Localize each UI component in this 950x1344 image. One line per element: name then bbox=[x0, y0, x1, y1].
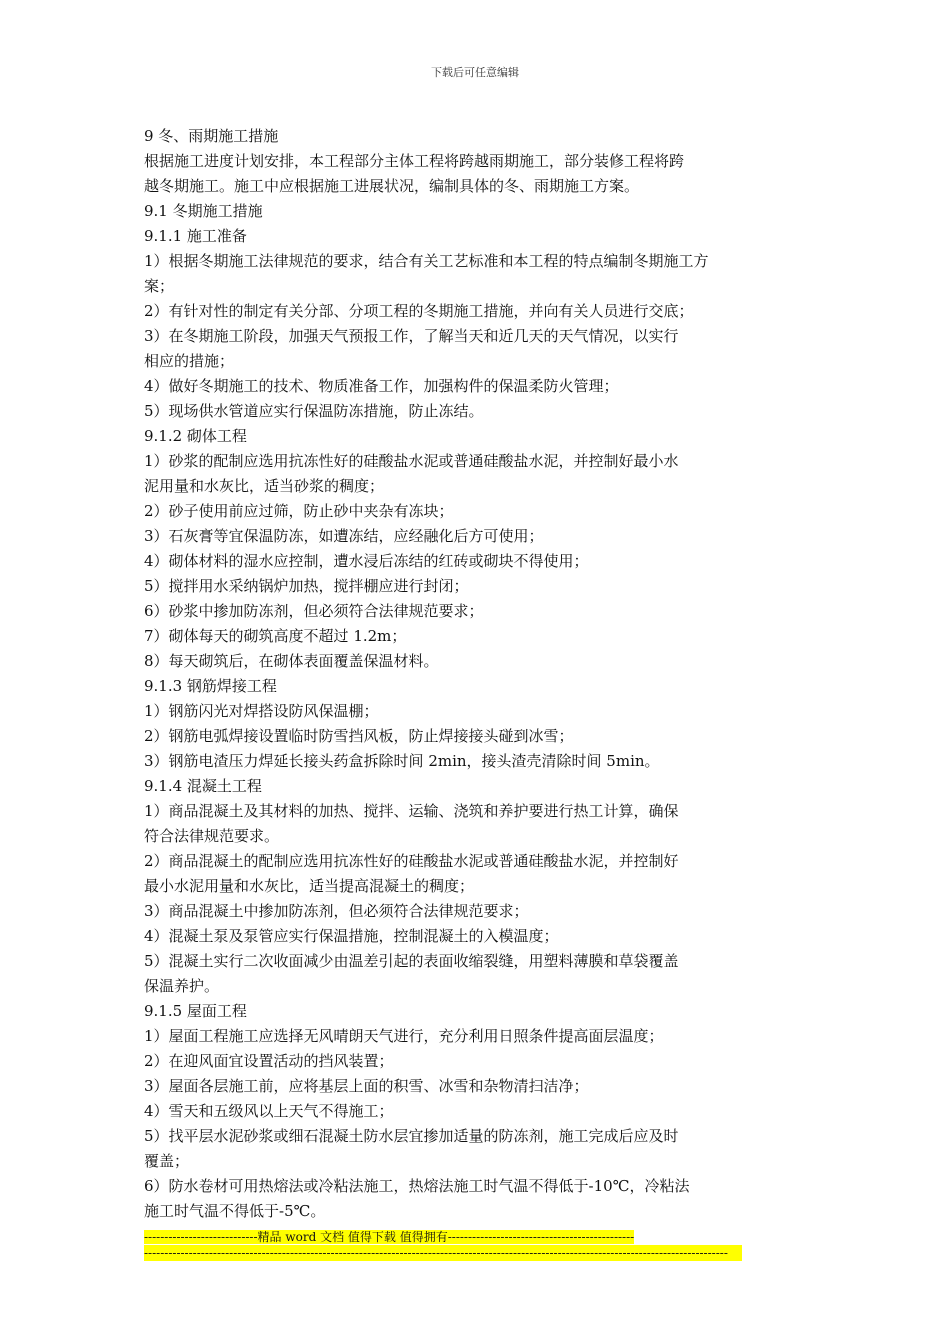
list-item-continuation: 相应的措施； bbox=[144, 352, 235, 370]
list-item: 1）根据冬期施工法律规范的要求，结合有关工艺标准和本工程的特点编制冬期施工方 bbox=[144, 252, 709, 270]
document-body bbox=[144, 124, 784, 1224]
list-item: 1）钢筋闪光对焊搭设防风保温棚； bbox=[144, 702, 379, 720]
list-item: 5）搅拌用水采纳锅炉加热，搅拌棚应进行封闭； bbox=[144, 577, 469, 595]
list-item: 3）石灰膏等宜保温防冻，如遭冻结，应经融化后方可使用； bbox=[144, 527, 544, 545]
list-item: 5）混凝土实行二次收面减少由温差引起的表面收缩裂缝，用塑料薄膜和草袋覆盖 bbox=[144, 952, 679, 970]
section-heading: 9.1 冬期施工措施 bbox=[144, 202, 263, 220]
list-item: 2）钢筋电弧焊接设置临时防雪挡风板，防止焊接接头碰到冰雪； bbox=[144, 727, 574, 745]
list-item: 3）屋面各层施工前，应将基层上面的积雪、冰雪和杂物清扫洁净； bbox=[144, 1077, 589, 1095]
list-item-continuation: 符合法律规范要求。 bbox=[144, 827, 280, 845]
list-item: 4）做好冬期施工的技术、物质准备工作，加强构件的保温柔防火管理； bbox=[144, 377, 619, 395]
footer-line-1-wrapper bbox=[144, 1229, 744, 1245]
subsection-heading: 9.1.3 钢筋焊接工程 bbox=[144, 677, 277, 695]
list-item-continuation: 泥用量和水灰比，适当砂浆的稠度； bbox=[144, 477, 385, 495]
subsection-heading: 9.1.4 混凝土工程 bbox=[144, 777, 262, 795]
list-item: 1）屋面工程施工应选择无风晴朗天气进行，充分利用日照条件提高面层温度； bbox=[144, 1027, 664, 1045]
list-item: 1）砂浆的配制应选用抗冻性好的硅酸盐水泥或普通硅酸盐水泥，并控制好最小水 bbox=[144, 452, 679, 470]
list-item: 2）商品混凝土的配制应选用抗冻性好的硅酸盐水泥或普通硅酸盐水泥，并控制好 bbox=[144, 852, 679, 870]
list-item: 1）商品混凝土及其材料的加热、搅拌、运输、浇筑和养护要进行热工计算，确保 bbox=[144, 802, 679, 820]
page-footer bbox=[144, 1229, 744, 1261]
list-item: 5）现场供水管道应实行保温防冻措施，防止冻结。 bbox=[144, 402, 484, 420]
list-item: 2）砂子使用前应过筛，防止砂中夹杂有冻块； bbox=[144, 502, 454, 520]
list-item-continuation: 施工时气温不得低于-5℃。 bbox=[144, 1202, 326, 1220]
list-item: 5）找平层水泥砂浆或细石混凝土防水层宜掺加适量的防冻剂，施工完成后应及时 bbox=[144, 1127, 679, 1145]
list-item: 4）砌体材料的湿水应控制，遭水浸后冻结的红砖或砌块不得使用； bbox=[144, 552, 589, 570]
page-header bbox=[0, 66, 950, 80]
subsection-heading: 9.1.2 砌体工程 bbox=[144, 427, 247, 445]
section-heading: 9 冬、雨期施工措施 bbox=[144, 127, 279, 145]
subsection-heading: 9.1.1 施工准备 bbox=[144, 227, 247, 245]
footer-line-2-wrapper bbox=[144, 1245, 744, 1261]
list-item: 6）防水卷材可用热熔法或冷粘法施工，热熔法施工时气温不得低于-10℃，冷粘法 bbox=[144, 1177, 690, 1195]
footer-banner-text: ----------------------------精品 word 文档 值得下载 值得拥有---------------------------------------------- bbox=[144, 1230, 635, 1244]
list-item: 2）有针对性的制定有关分部、分项工程的冬期施工措施，并向有关人员进行交底； bbox=[144, 302, 694, 320]
list-item: 3）钢筋电渣压力焊延长接头药盒拆除时间 2min，接头渣壳清除时间 5min。 bbox=[144, 752, 660, 770]
list-item-continuation: 案； bbox=[144, 277, 175, 295]
list-item: 6）砂浆中掺加防冻剂，但必须符合法律规范要求； bbox=[144, 602, 484, 620]
list-item-continuation: 覆盖； bbox=[144, 1152, 190, 1170]
header-text: 下载后可任意编辑 bbox=[431, 66, 519, 79]
list-item: 4）雪天和五级风以上天气不得施工； bbox=[144, 1102, 394, 1120]
paragraph-line: 根据施工进度计划安排，本工程部分主体工程将跨越雨期施工，部分装修工程将跨 bbox=[144, 152, 685, 170]
list-item: 4）混凝土泵及泵管应实行保温措施，控制混凝土的入模温度； bbox=[144, 927, 559, 945]
list-item: 8）每天砌筑后，在砌体表面覆盖保温材料。 bbox=[144, 652, 439, 670]
list-item: 3）商品混凝土中掺加防冻剂，但必须符合法律规范要求； bbox=[144, 902, 529, 920]
footer-divider: ------------------------------------------------------------------------------------------------------------------------------------------------ bbox=[144, 1245, 742, 1261]
list-item: 3）在冬期施工阶段，加强天气预报工作，了解当天和近几天的天气情况，以实行 bbox=[144, 327, 679, 345]
subsection-heading: 9.1.5 屋面工程 bbox=[144, 1002, 247, 1020]
list-item-continuation: 保温养护。 bbox=[144, 977, 220, 995]
list-item-continuation: 最小水泥用量和水灰比，适当提高混凝土的稠度； bbox=[144, 877, 475, 895]
list-item: 2）在迎风面宜设置活动的挡风装置； bbox=[144, 1052, 394, 1070]
paragraph-line: 越冬期施工。施工中应根据施工进展状况，编制具体的冬、雨期施工方案。 bbox=[144, 177, 640, 195]
list-item: 7）砌体每天的砌筑高度不超过 1.2m； bbox=[144, 627, 407, 645]
